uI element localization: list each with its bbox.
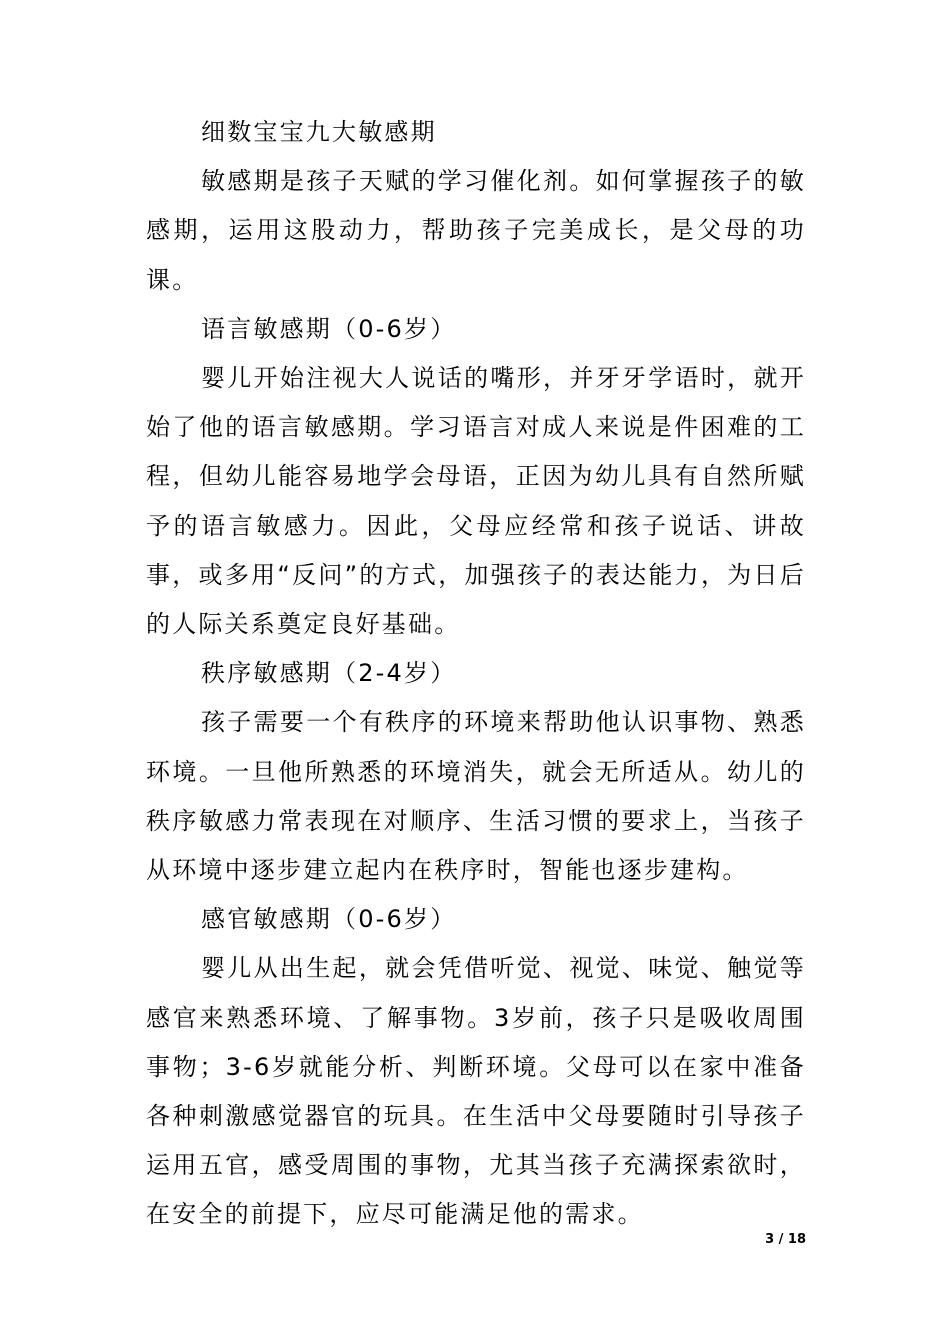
- section-heading-senses: 感官敏感期（0-6岁）: [201, 905, 457, 934]
- section-paragraph-senses: 婴儿从出生起，就会凭借听觉、视觉、味觉、触觉等感官来熟悉环境、了解事物。3岁前，孩子只是吸收周围事物；3-6岁就能分析、判断环境。父母可以在家中准备各种刺激感觉器官的玩具。在生活中父母要随时引导孩子运用五官，感受周围的事物，尤其当孩子充满探索欲时，在安全的前提下，应尽可能满足他的需求。: [146, 954, 806, 1229]
- page-number: 3 / 18: [765, 1232, 806, 1247]
- article-title: 细数宝宝九大敏感期: [201, 118, 437, 146]
- section-paragraph-order: 孩子需要一个有秩序的环境来帮助他认识事物、熟悉环境。一旦他所熟悉的环境消失，就会无所适从。幼儿的秩序敏感力常表现在对顺序、生活习惯的要求上，当孩子从环境中逐步建立起内在秩序时，智能也逐步建构。: [146, 708, 806, 885]
- document-body: [146, 108, 806, 1240]
- section-heading-language: 语言敏感期（0-6岁）: [201, 314, 457, 343]
- section-paragraph-language: 婴儿开始注视大人说话的嘴形，并牙牙学语时，就开始了他的语言敏感期。学习语言对成人来说是件困难的工程，但幼儿能容易地学会母语，正因为幼儿具有自然所赋予的语言敏感力。因此，父母应经常和孩子说话、讲故事，或多用“反问”的方式，加强孩子的表达能力，为日后的人际关系奠定良好基础。: [146, 364, 806, 639]
- intro-paragraph: 敏感期是孩子天赋的学习催化剂。如何掌握孩子的敏感期，运用这股动力，帮助孩子完美成长，是父母的功课。: [146, 167, 806, 294]
- section-heading-order: 秩序敏感期（2-4岁）: [201, 659, 457, 688]
